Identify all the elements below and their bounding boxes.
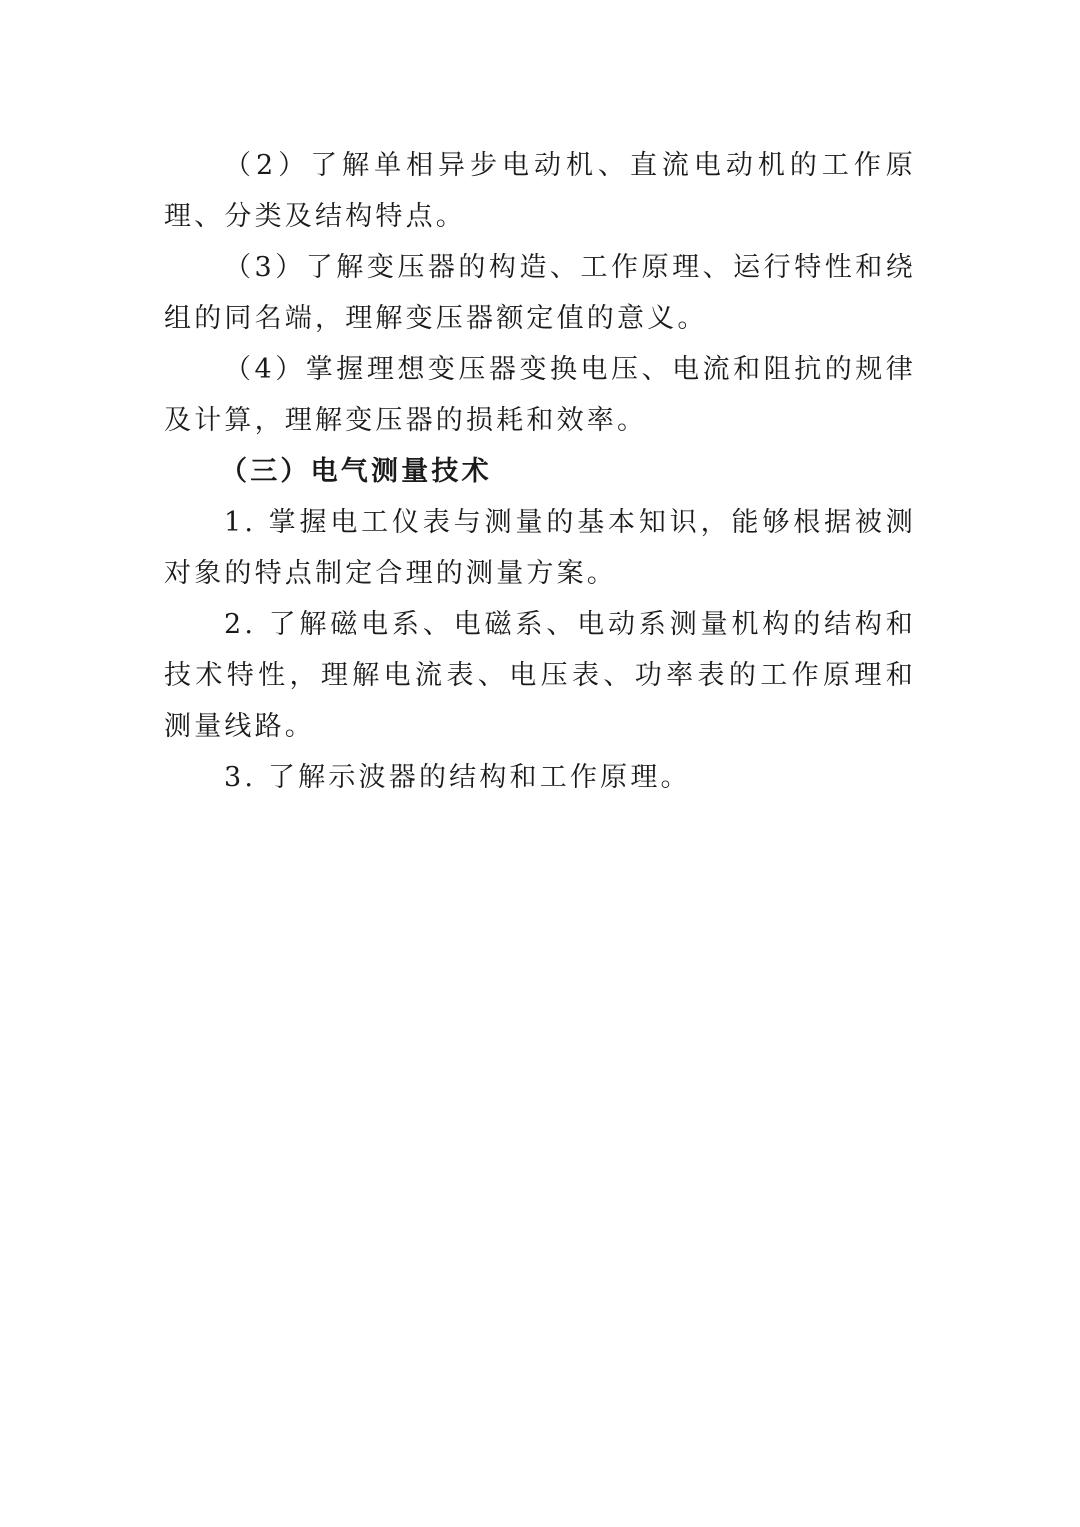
paragraph-item-2: （2）了解单相异步电动机、直流电动机的工作原理、分类及结构特点。 [164, 150, 916, 232]
paragraph-point-1: 1. 掌握电工仪表与测量的基本知识，能够根据被测对象的特点制定合理的测量方案。 [164, 507, 916, 589]
section-heading: （三）电气测量技术 [220, 456, 492, 487]
paragraph-item-4: （4）掌握理想变压器变换电压、电流和阻抗的规律及计算，理解变压器的损耗和效率。 [164, 354, 916, 436]
paragraph-point-3: 3. 了解示波器的结构和工作原理。 [224, 762, 691, 793]
paragraph-point-2: 2. 了解磁电系、电磁系、电动系测量机构的结构和技术特性，理解电流表、电压表、功率表的工作原理和测量线路。 [164, 609, 916, 742]
paragraph-item-3: （3）了解变压器的构造、工作原理、运行特性和绕组的同名端，理解变压器额定值的意义。 [164, 252, 916, 334]
document-body [164, 140, 916, 803]
